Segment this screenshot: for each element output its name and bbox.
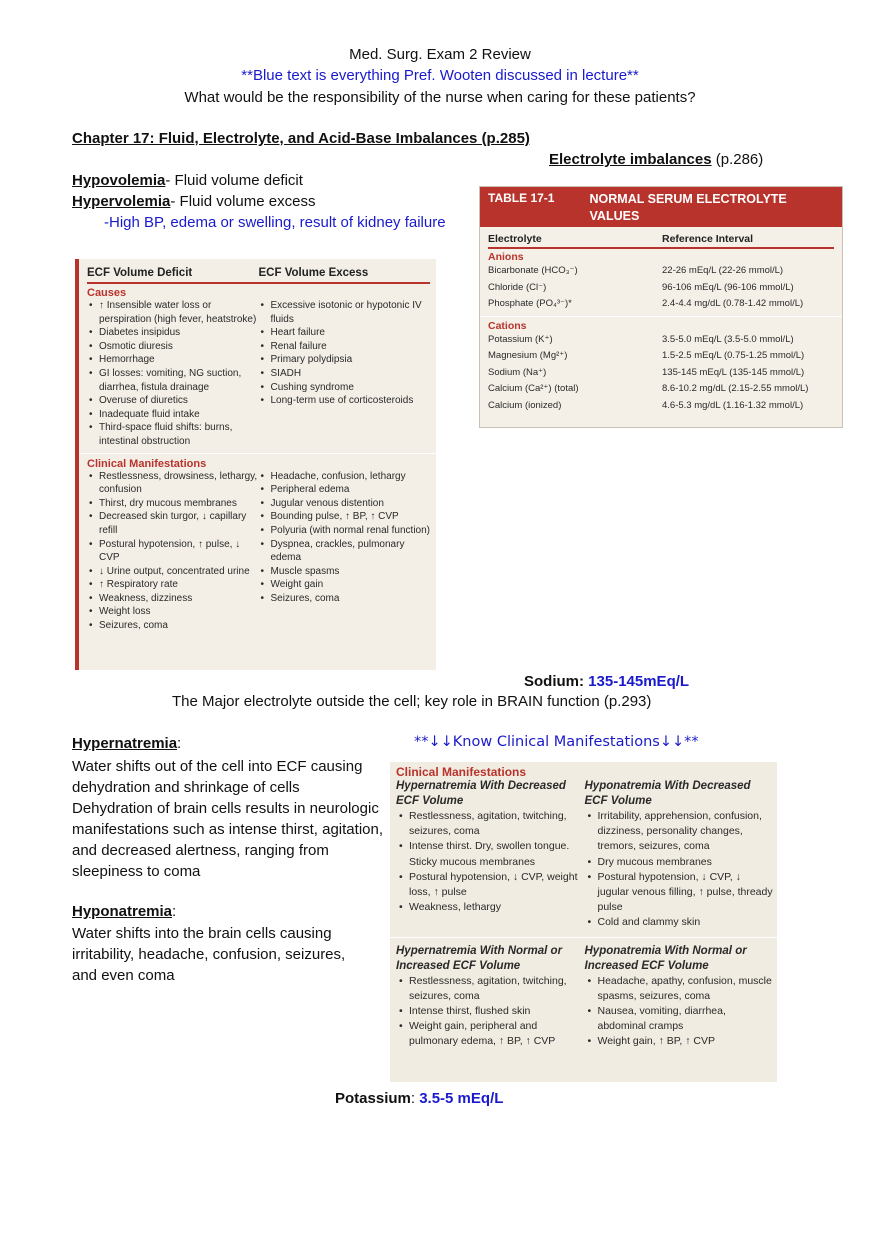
list-item: • Weakness, dizziness (99, 592, 259, 606)
reference-value: 4.6-5.3 mg/dL (1.16-1.32 mmol/L) (662, 399, 804, 411)
list-item: • Diabetes insipidus (99, 326, 259, 340)
doc-title: Med. Surg. Exam 2 Review (349, 46, 531, 63)
causes-label: Causes (87, 287, 127, 299)
list-item: • Weakness, lethargy (409, 900, 585, 915)
hypervolemia-definition (72, 193, 315, 210)
list-item: • GI losses: vomiting, NG suction, diarrhea, fistula drainage (99, 367, 259, 394)
table-number: TABLE 17-1 (488, 191, 555, 205)
list-item: • Inadequate fluid intake (99, 408, 259, 422)
hyponatremia-text: Water shifts into the brain cells causing irritability, headache, confusion, seizures, and even coma (72, 925, 346, 984)
reference-value: 2.4-4.4 mg/dL (0.78-1.42 mmol/L) (662, 298, 804, 309)
table-row (480, 280, 842, 297)
causes-deficit-list (87, 299, 259, 449)
know-manifestations-note: **↓↓Know Clinical Manifestations↓↓** (414, 734, 699, 750)
electrolyte-name: Sodium (Na⁺) (488, 366, 547, 378)
list-item: • Intense thirst. Dry, swollen tongue. Sticky mucous membranes (409, 839, 585, 869)
reference-col-header: Reference Interval (662, 233, 754, 245)
electrolyte-name: Potassium (K⁺) (488, 333, 553, 345)
reference-value: 96-106 mEq/L (96-106 mmol/L) (662, 281, 794, 293)
list-item: • Polyuria (with normal renal function) (271, 524, 431, 538)
table-title: NORMAL SERUM ELECTROLYTE VALUES (589, 192, 787, 223)
list-item: • Third-space fluid shifts: burns, intestinal obstruction (99, 421, 259, 448)
ecf-deficit-header: ECF Volume Deficit (87, 267, 193, 279)
list-item: • Restlessness, drowsiness, lethargy, confusion (99, 470, 259, 497)
hyper-increased-list (396, 974, 585, 1050)
electrolyte-name: Chloride (Cl⁻) (488, 281, 547, 293)
list-item: • Weight gain (271, 578, 431, 592)
ecf-excess-header: ECF Volume Excess (258, 267, 369, 279)
table-row (480, 398, 842, 415)
hypernatremia-text: Water shifts out of the cell into ECF causing dehydration and shrinkage of cells Dehydration of brain cells results in neurologic manifestations such as intense thirst, agitation, and decreased alertness, ranging from sleepiness to coma (72, 758, 384, 880)
manifest-excess-list (259, 470, 431, 633)
hypovolemia-term: Hypovolemia (72, 172, 166, 189)
hyper-decreased-title: Hypernatremia With Decreased ECF Volume (396, 780, 566, 807)
hypervolemia-term: Hypervolemia (72, 193, 171, 210)
hypernatremia-colon: : (177, 735, 182, 752)
cm-table-title: Clinical Manifestations (396, 765, 527, 779)
reference-value: 3.5-5.0 mEq/L (3.5-5.0 mmol/L) (662, 333, 794, 345)
hyper-decreased-list (396, 809, 585, 915)
electrolyte-name: Calcium (Ca²⁺) (total) (488, 383, 579, 394)
list-item: • Postural hypotension, ↓ CVP, ↓ jugular venous filling, ↑ pulse, thready pulse (598, 870, 774, 916)
electrolyte-imbalances-page: (p.286) (711, 151, 764, 168)
list-item: • Dyspnea, crackles, pulmonary edema (271, 538, 431, 565)
list-item: • Jugular venous distention (271, 497, 431, 511)
reference-value: 22-26 mEq/L (22-26 mmol/L) (662, 265, 784, 276)
list-item: • Postural hypotension, ↑ pulse, ↓ CVP (99, 538, 259, 565)
list-item: • Long-term use of corticosteroids (271, 394, 431, 408)
list-item: • Headache, confusion, lethargy (271, 470, 431, 484)
potassium-heading (335, 1090, 503, 1107)
sodium-manifestations-table (390, 762, 777, 1082)
hypo-decreased-title: Hyponatremia With Decreased ECF Volume (584, 780, 751, 807)
list-item: • Weight gain, ↑ BP, ↑ CVP (598, 1034, 774, 1049)
list-item: • Cold and clammy skin (598, 915, 774, 930)
lecture-note: **Blue text is everything Pref. Wooten discussed in lecture** (241, 67, 639, 84)
hypernatremia-term: Hypernatremia (72, 735, 178, 752)
hyponatremia-heading (72, 903, 176, 920)
chapter-title: Chapter 17: Fluid, Electrolyte, and Acid-Base Imbalances (p.285) (72, 130, 530, 147)
cations-label: Cations (488, 319, 527, 332)
list-item: • Restlessness, agitation, twitching, seizures, coma (409, 974, 585, 1004)
list-item: • ↑ Respiratory rate (99, 578, 259, 592)
list-item: • Intense thirst, flushed skin (409, 1004, 585, 1019)
list-item: • Cushing syndrome (271, 381, 431, 395)
list-item: • Thirst, dry mucous membranes (99, 497, 259, 511)
list-item: • Irritability, apprehension, confusion, dizziness, personality changes, tremors, seizures, coma (598, 809, 774, 855)
hypovolemia-def: - Fluid volume deficit (165, 172, 303, 189)
table-row (480, 381, 842, 398)
nurse-question: What would be the responsibility of the nurse when caring for these patients? (184, 89, 696, 106)
list-item: • Nausea, vomiting, diarrhea, abdominal cramps (598, 1004, 774, 1034)
electrolyte-imbalances-heading (549, 151, 763, 168)
list-item: • Muscle spasms (271, 565, 431, 579)
potassium-colon: : (410, 1090, 420, 1107)
list-item: • Seizures, coma (271, 592, 431, 606)
sodium-description: The Major electrolyte outside the cell; key role in BRAIN function (p.293) (172, 693, 652, 710)
list-item: • ↑ Insensible water loss or perspiration (high fever, heatstroke) (99, 299, 259, 326)
list-item: • Primary polydipsia (271, 353, 431, 367)
manifest-deficit-list (87, 470, 259, 633)
table-row (480, 263, 842, 280)
hypovolemia-definition (72, 172, 303, 189)
clinical-manifestations-label: Clinical Manifestations (87, 457, 207, 470)
hypo-increased-title: Hyponatremia With Normal or Increased ECF Volume (584, 944, 747, 972)
hyponatremia-term: Hyponatremia (72, 903, 173, 920)
list-item: • Restlessness, agitation, twitching, seizures, coma (409, 809, 585, 839)
list-item: • Weight gain, peripheral and pulmonary edema, ↑ BP, ↑ CVP (409, 1019, 585, 1049)
list-item: • Heart failure (271, 326, 431, 340)
hypervolemia-def: - Fluid volume excess (170, 193, 316, 210)
list-item: • Weight loss (99, 605, 259, 619)
list-item: • Overuse of diuretics (99, 394, 259, 408)
list-item: • Decreased skin turgor, ↓ capillary refill (99, 510, 259, 537)
list-item: • Dry mucous membranes (598, 855, 774, 870)
sodium-heading (524, 673, 689, 690)
potassium-range: 3.5-5 mEq/L (419, 1090, 504, 1107)
list-item: • Postural hypotension, ↓ CVP, weight loss, ↑ pulse (409, 870, 585, 900)
electrolyte-name: Magnesium (Mg²⁺) (488, 350, 568, 361)
table-row (480, 332, 842, 349)
hypo-increased-list (585, 974, 774, 1050)
list-item: • Seizures, coma (99, 619, 259, 633)
list-item: • Osmotic diuresis (99, 340, 259, 354)
electrolyte-name: Bicarbonate (HCO₃⁻) (488, 265, 578, 276)
hypo-decreased-list (585, 809, 774, 931)
hypervolemia-note: -High BP, edema or swelling, result of kidney failure (104, 214, 446, 231)
list-item: • Excessive isotonic or hypotonic IV fluids (271, 299, 431, 326)
sodium-label: Sodium: (524, 673, 589, 690)
list-item: • Renal failure (271, 340, 431, 354)
electrolyte-values-table (479, 186, 843, 428)
electrolyte-imbalances-label: Electrolyte imbalances (549, 151, 712, 168)
list-item: • Bounding pulse, ↑ BP, ↑ CVP (271, 510, 431, 524)
anions-label: Anions (488, 251, 524, 263)
reference-value: 8.6-10.2 mg/dL (2.15-2.55 mmol/L) (662, 383, 809, 394)
potassium-label: Potassium (335, 1090, 411, 1107)
list-item: • Headache, apathy, confusion, muscle spasms, seizures, coma (598, 974, 774, 1004)
table-row (480, 348, 842, 365)
reference-value: 1.5-2.5 mEq/L (0.75-1.25 mmol/L) (662, 350, 805, 361)
sodium-range: 135-145mEq/L (588, 673, 690, 690)
ecf-volume-table (75, 259, 436, 670)
list-item: • Hemorrhage (99, 353, 259, 367)
causes-excess-list (259, 299, 431, 449)
table-row (480, 296, 842, 313)
electrolyte-col-header: Electrolyte (488, 233, 542, 245)
reference-value: 135-145 mEq/L (135-145 mmol/L) (662, 366, 805, 378)
electrolyte-name: Calcium (ionized) (488, 399, 562, 411)
electrolyte-name: Phosphate (PO₄³⁻)* (488, 298, 572, 309)
hyper-increased-title: Hypernatremia With Normal or Increased ECF Volume (396, 944, 563, 972)
hypernatremia-heading (72, 735, 181, 752)
table-row (480, 365, 842, 382)
list-item: • Peripheral edema (271, 483, 431, 497)
list-item: • SIADH (271, 367, 431, 381)
hyponatremia-colon: : (172, 903, 177, 920)
list-item: • ↓ Urine output, concentrated urine (99, 565, 259, 579)
